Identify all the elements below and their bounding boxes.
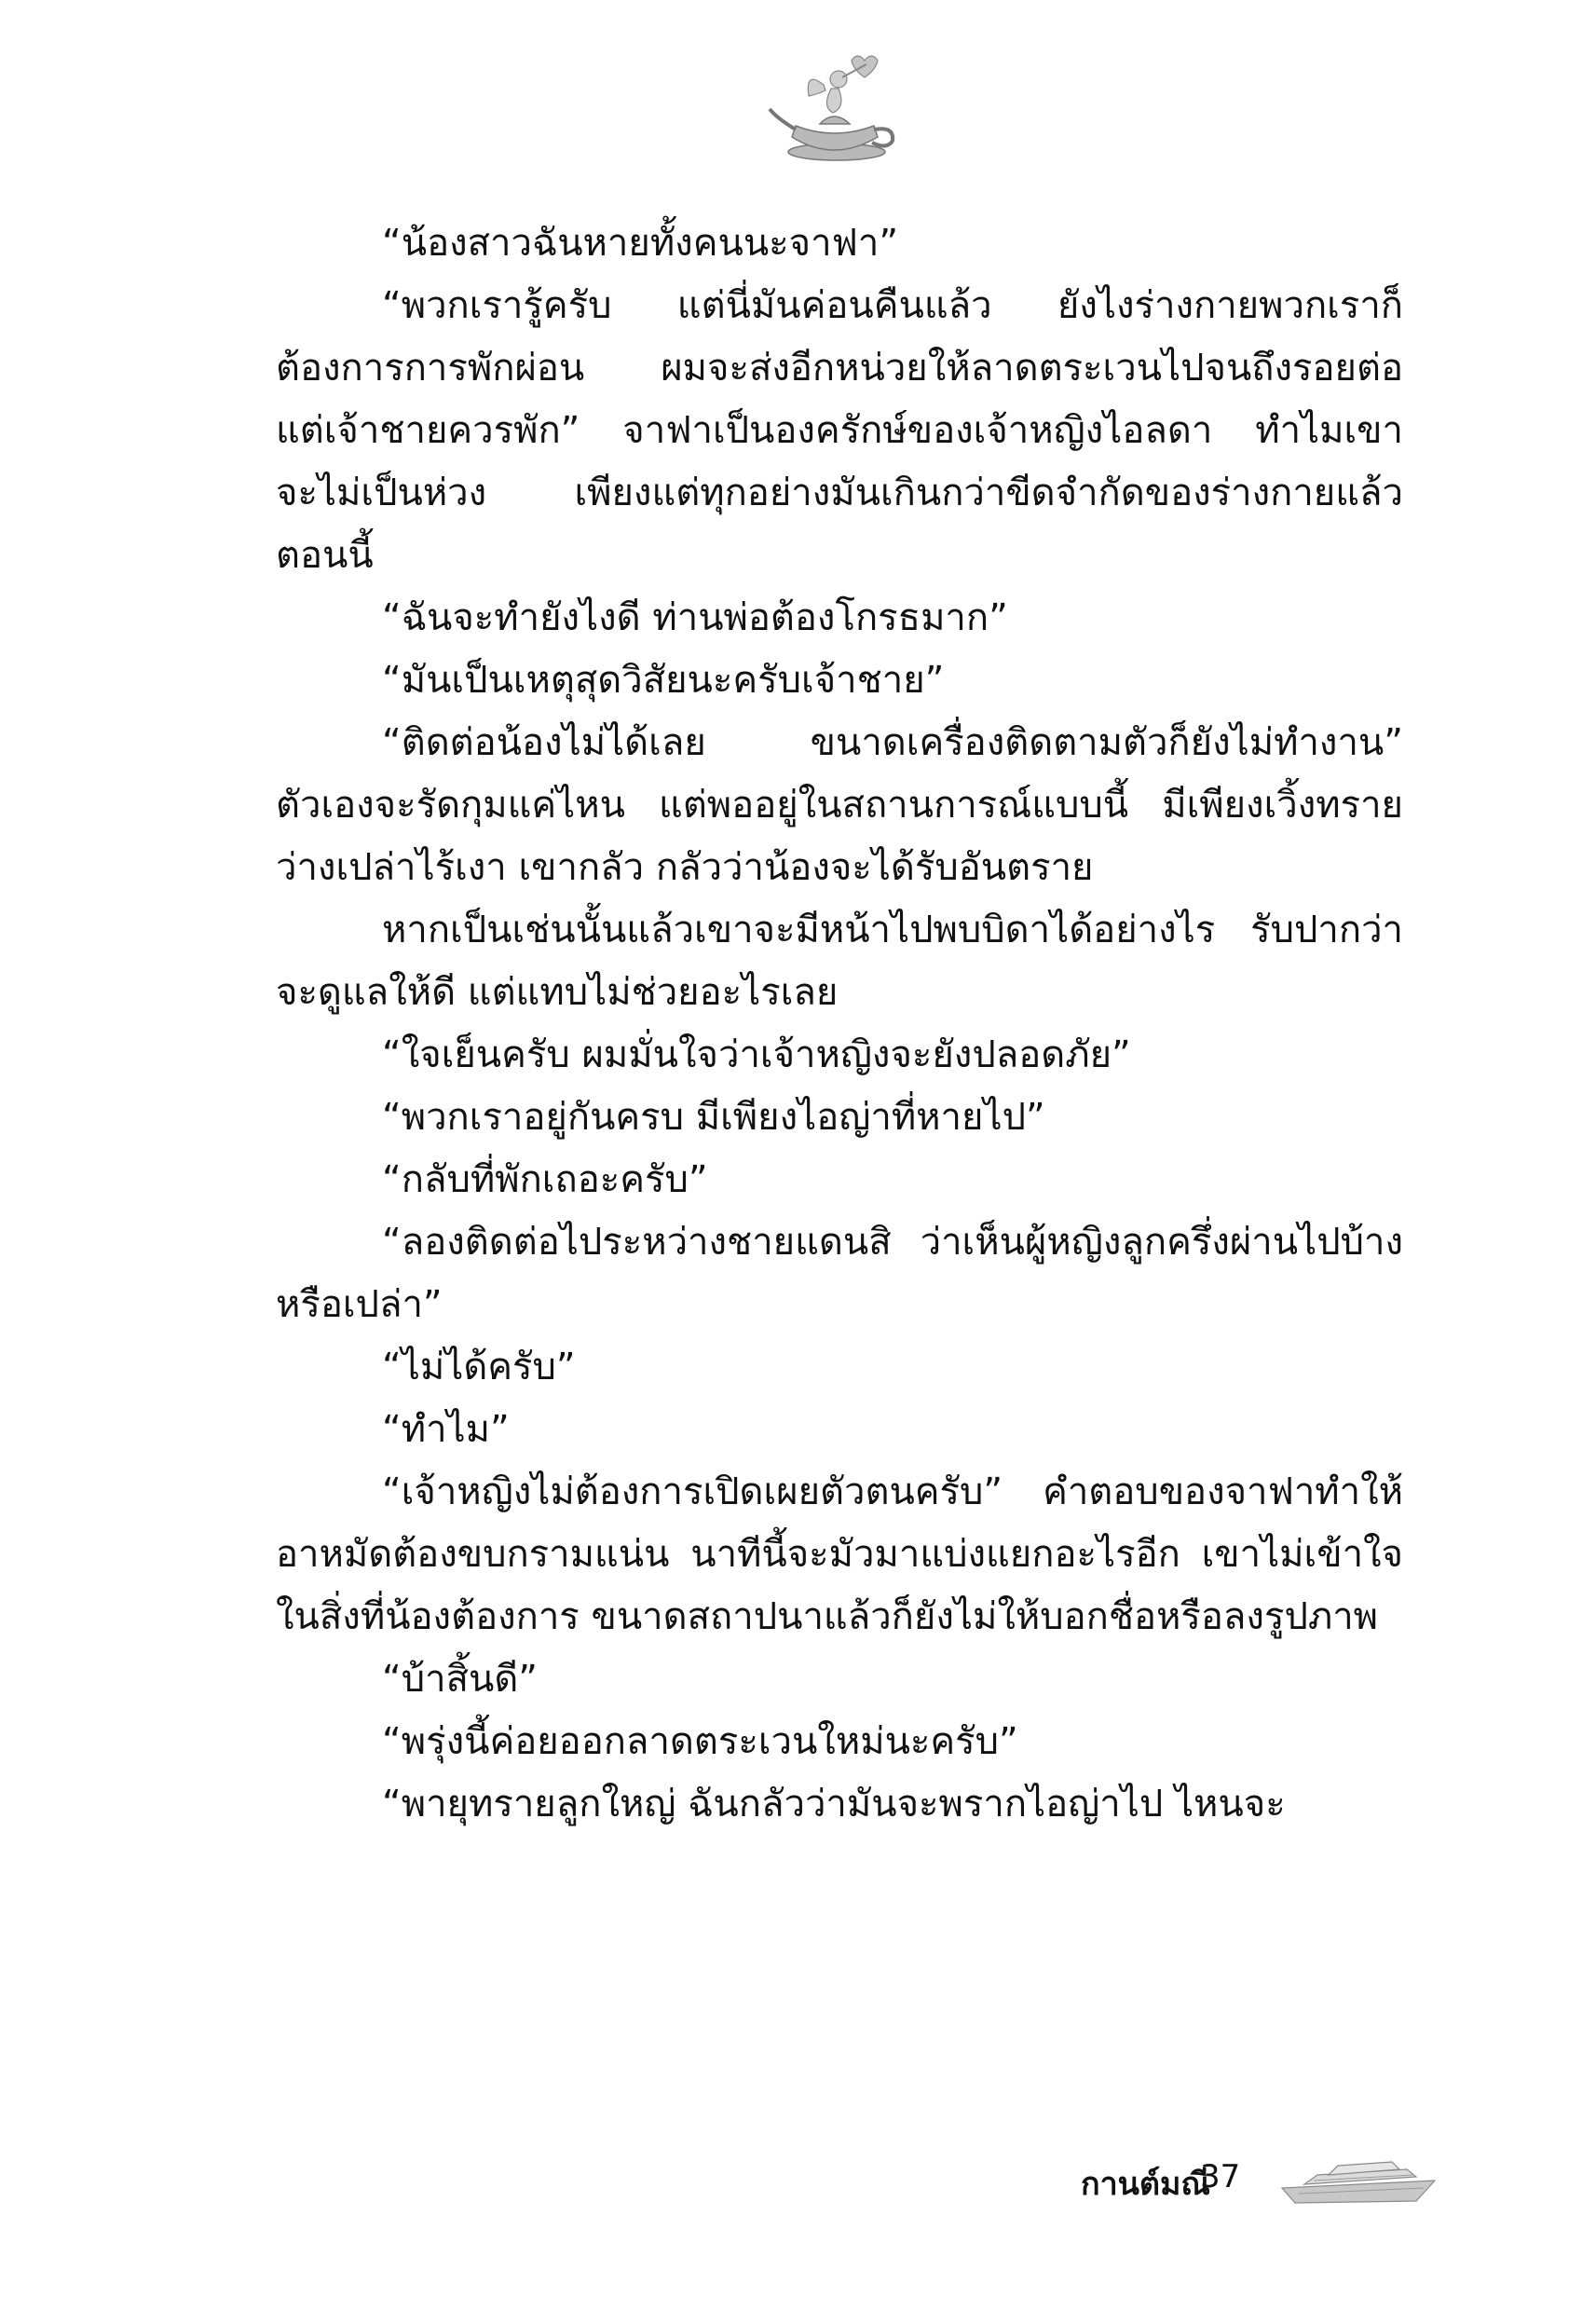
paragraph (276, 587, 1403, 650)
paragraph (276, 899, 1403, 1024)
text-line: “บ้าสิ้นดี” (382, 1658, 539, 1701)
text-line: ต้องการการพักผ่อน ผมจะส่งอีกหน่วยให้ลาดตระเวนไปจนถึงรอยต่อ (276, 347, 1403, 390)
paragraph (276, 1773, 1403, 1836)
text-line: ว่างเปล่าไร้เงา เขากลัว กลัวว่าน้องจะได้รับอันตราย (276, 846, 1094, 889)
text-line: “ไม่ได้ครับ” (382, 1346, 576, 1388)
footer-title: กานต์มณี (1081, 2166, 1210, 2203)
paragraph (276, 1211, 1403, 1336)
text-line: “น้องสาวฉันหายทั้งคนนะจาฟา” (382, 222, 899, 265)
text-line: แต่เจ้าชายควรพัก” จาฟาเป็นองครักษ์ของเจ้าหญิงไอลดา ทำไมเขา (276, 409, 1403, 452)
text-line: “เจ้าหญิงไม่ต้องการเปิดเผยตัวตนครับ” คำตอบของจาฟาทำให้ (382, 1470, 1403, 1513)
paragraph (276, 1648, 1403, 1711)
text-line: หรือเปล่า” (276, 1283, 443, 1326)
paragraph (276, 1399, 1403, 1461)
cruise-ship-icon (1276, 2153, 1444, 2208)
text-line: “ใจเย็นครับ ผมมั่นใจว่าเจ้าหญิงจะยังปลอดภัย” (382, 1033, 1131, 1076)
text-line: “ทำไม” (382, 1408, 510, 1451)
text-line: ตัวเองจะรัดกุมแค่ไหน แต่พออยู่ในสถานการณ์แบบนี้ มีเพียงเวิ้งทราย (276, 784, 1403, 827)
paragraph (276, 1024, 1403, 1087)
paragraph (276, 212, 1403, 275)
text-line: “พรุ่งนี้ค่อยออกลาดตระเวนใหม่นะครับ” (382, 1720, 1018, 1763)
paragraph (276, 1087, 1403, 1149)
paragraph (276, 1336, 1403, 1399)
text-line: “ติดต่อน้องไม่ได้เลย ขนาดเครื่องติดตามตัวก็ยังไม่ทำงาน” (382, 721, 1403, 764)
paragraph (276, 1711, 1403, 1773)
text-line: จะไม่เป็นห่วง เพียงแต่ทุกอย่างมันเกินกว่าขีดจำกัดของร่างกายแล้ว (276, 472, 1403, 514)
paragraph (276, 275, 1403, 587)
text-line: หากเป็นเช่นนั้นแล้วเขาจะมีหน้าไปพบบิดาได้อย่างไร รับปากว่า (382, 909, 1403, 951)
page-footer (1081, 2153, 1472, 2208)
text-line: “พวกเรารู้ครับ แต่นี่มันค่อนคืนแล้ว ยังไงร่างกายพวกเราก็ (382, 284, 1403, 327)
text-line: “กลับที่พักเถอะครับ” (382, 1158, 708, 1201)
body-text (276, 212, 1403, 1836)
page-number: 37 (1200, 2158, 1241, 2195)
text-line: “พายุทรายลูกใหญ่ ฉันกลัวว่ามันจะพรากไอญ่าไป ไหนจะ (382, 1783, 1286, 1826)
text-line: ตอนนี้ (276, 534, 374, 577)
paragraph (276, 712, 1403, 899)
paragraph (276, 650, 1403, 712)
text-line: “มันเป็นเหตุสุดวิสัยนะครับเจ้าชาย” (382, 659, 945, 702)
paragraph (276, 1461, 1403, 1648)
lamp-with-cupid-ornament-icon (764, 51, 904, 172)
text-line: ในสิ่งที่น้องต้องการ ขนาดสถาปนาแล้วก็ยังไม่ให้บอกชื่อหรือลงรูปภาพ (276, 1595, 1379, 1638)
text-line: “ฉันจะทำยังไงดี ท่านพ่อต้องโกรธมาก” (382, 596, 1008, 639)
text-line: “ลองติดต่อไประหว่างชายแดนสิ ว่าเห็นผู้หญิงลูกครึ่งผ่านไปบ้าง (382, 1221, 1403, 1264)
paragraph (276, 1149, 1403, 1211)
text-line: จะดูแลให้ดี แต่แทบไม่ช่วยอะไรเลย (276, 971, 839, 1014)
text-line: “พวกเราอยู่กันครบ มีเพียงไอญ่าที่หายไป” (382, 1096, 1045, 1139)
text-line: อาหมัดต้องขบกรามแน่น นาทีนี้จะมัวมาแบ่งแยกอะไรอีก เขาไม่เข้าใจ (276, 1533, 1403, 1576)
